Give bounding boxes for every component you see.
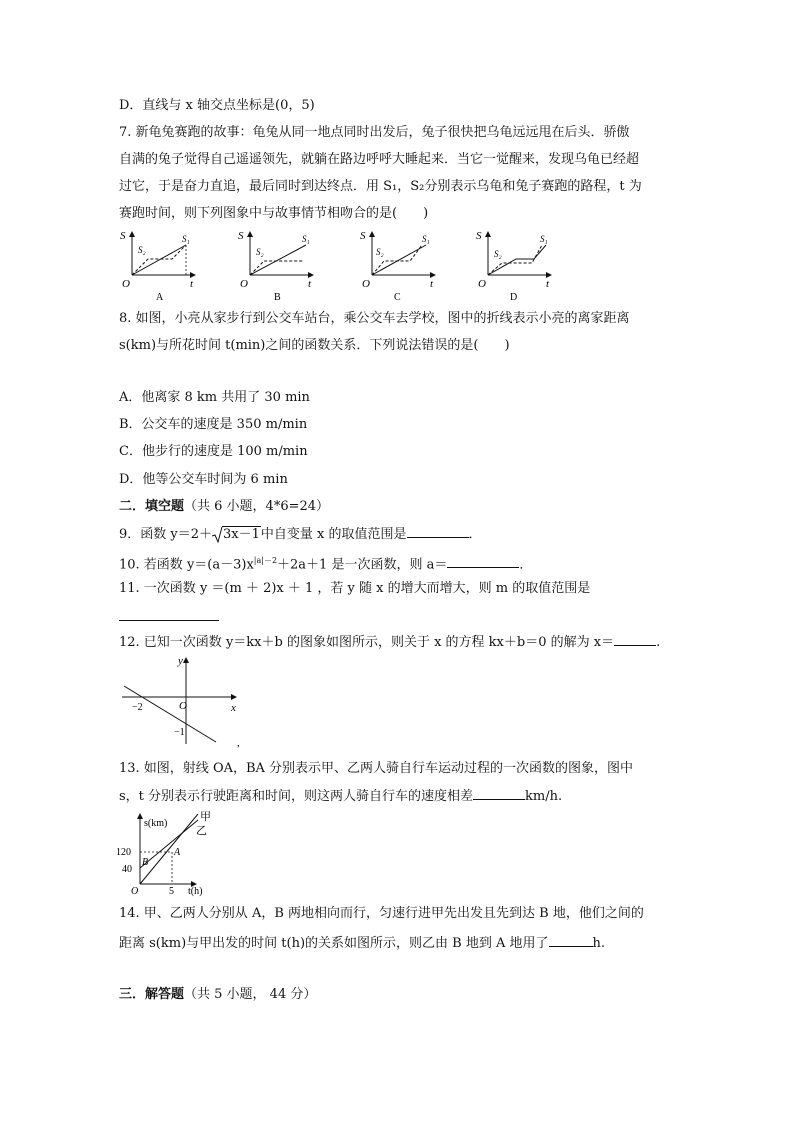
q14-text: 距离 s(km)与甲出发的时间 t(h)的关系如图所示，则乙由 B 地到 A 地用了 [119,936,549,951]
q13-graph [116,810,226,898]
q8-option-d: D．他等公交车时间为 6 min [119,472,288,487]
q9-sqrt [212,526,261,544]
q7-graph-b [238,230,313,303]
q7-graph-a [120,230,195,303]
q7-c-s1: S₁ [422,234,430,244]
q7-line-1: 7. 新龟兔赛跑的故事：龟兔从同一地点同时出发后，兔子很快把乌龟远远甩在后头．骄傲 [119,125,630,140]
q12-tick-x: −2 [132,702,143,713]
q12-origin: O [179,700,187,712]
section-3-note: （共 5 小题， 44 分） [184,987,317,1002]
section-2-title: 二．填空题 [119,499,185,514]
q7-choice-a: A [156,292,164,303]
q10-answer-blank [447,555,519,568]
q8-option-b: B．公交车的速度是 350 m/min [119,417,308,432]
q7-line-4: 赛跑时间，则下列图象中与故事情节相吻合的是( ) [119,206,429,221]
q7-a-axis-t: t [190,278,194,290]
q7-d-s2: S₂ [494,249,502,259]
q13-answer-blank [473,787,525,800]
q12-function-line [124,686,216,742]
q7-c-axis-t: t [430,278,434,290]
q13-label-jia: 甲 [200,811,211,823]
q13-line-1: 13. 如图，射线 OA，BA 分别表示甲、乙两人骑自行车运动过程的一次函数的图象，图中 [119,761,634,776]
q12-graph [118,652,248,748]
q13-axis-s: s(km) [144,818,168,829]
q7-b-origin: O [240,278,248,290]
q7-b-axis-t: t [308,278,312,290]
q13-line-2 [119,787,562,806]
q12-text: 12. 已知一次函数 y＝kx＋b 的图象如图所示，则关于 x 的方程 kx＋b＝0 的解为 x＝ [119,635,615,650]
q13-tick-5: 5 [169,886,174,897]
q12-line [119,633,660,652]
q7-a-s2: S₂ [138,245,146,255]
q14-unit: h. [592,936,606,951]
section-2-heading [119,498,329,516]
q7-line-2: 自满的兔子觉得自己遥遥领先，就躺在路边呼呼大睡起来．当它一觉醒来，发现乌龟已经超 [119,152,640,167]
q10-exponent: |a|－2 [253,556,278,565]
q13-label-yi: 乙 [196,825,207,837]
q7-choice-c: C [394,292,401,303]
q12-trailing: , [237,737,240,748]
q14-answer-blank [549,934,593,947]
q7-d-axis-t: t [546,278,550,290]
section-2-note: （共 6 小题，4*6=24） [184,499,330,514]
q12-answer-blank [614,633,656,646]
q7-c-origin: O [362,278,370,290]
q7-b-s2: S₂ [256,247,264,257]
q13-label-a: A [174,847,181,858]
q7-c-axis-s: S [360,230,366,242]
q9-before: 9．函数 y＝2＋ [119,527,213,542]
q10-after: ＋2a＋1 是一次函数，则 a＝ [277,557,448,573]
q13-tick-120: 120 [116,847,131,858]
q13-tick-40: 40 [122,864,132,875]
q7-d-axis-s: S [476,230,482,242]
q7-b-s1: S₁ [302,234,310,244]
q7-d-s1: S₁ [540,234,548,244]
q12-axis-y: y [178,655,183,667]
q10-before: 10. 若函数 y＝(a－3)x [119,557,254,573]
q10-line [119,552,532,574]
q9-line [119,525,482,544]
q8-line-2: s(km)与所花时间 t(min)之间的函数关系．下列说法错误的是( ) [119,338,510,353]
q11-line: 11. 一次函数 y ＝(m ＋ 2)x ＋ 1 ，若 y 随 x 的增大而增大，则 m 的取值范围是 [119,581,591,596]
q7-choice-graphs [110,227,570,305]
q9-end: ． [468,527,482,542]
q14-line-1: 14. 甲、乙两人分别从 A，B 两地相向而行，匀速行进甲先出发且先到达 B 地，他们之间的 [119,906,644,921]
q13-axis-t: t(h) [188,886,203,897]
q7-a-s1: S₁ [182,234,190,244]
section-3-heading [119,986,316,1004]
q7-graph-d [476,230,551,303]
section-3-title: 三．解答题 [119,987,185,1002]
q13-unit: km/h. [525,789,563,804]
q12-axis-x: x [231,702,236,714]
q7-choice-d: D [510,292,518,303]
q12-tick-y: −1 [174,727,185,738]
q12-end: . [656,635,661,650]
q7-a-origin: O [122,278,130,290]
q7-line-3: 过它，于是奋力直追，最后同时到达终点．用 S₁，S₂分别表示乌龟和兔子赛跑的路程，t 为 [119,179,642,194]
q7-a-axis-s: S [120,230,126,242]
q13-text: s，t 分别表示行驶距离和时间，则这两人骑自行车的速度相差 [119,789,474,804]
q7-b-axis-s: S [238,230,244,242]
q14-line-2 [119,934,605,953]
q9-radicand: 3x－1 [223,527,260,542]
q8-line-1: 8. 如图，小亮从家步行到公交车站台，乘公交车去学校，图中的折线表示小亮的离家距离 [119,311,630,326]
q7-graph-c [360,230,435,303]
q6-option-d: D．直线与 x 轴交点坐标是(0，5) [119,98,315,113]
q10-end: ． [519,557,533,573]
q9-answer-blank [407,525,469,538]
q8-option-c: C．他步行的速度是 100 m/min [119,444,308,459]
q7-d-origin: O [478,278,486,290]
q7-choice-b: B [274,292,281,303]
q8-option-a: A．他离家 8 km 共用了 30 min [119,390,310,405]
q7-c-s2: S₂ [376,247,384,257]
q13-label-b: B [142,857,149,868]
q13-origin: O [131,886,139,897]
q9-after: 中自变量 x 的取值范围是 [260,527,407,542]
q11-answer-blank [119,620,219,621]
